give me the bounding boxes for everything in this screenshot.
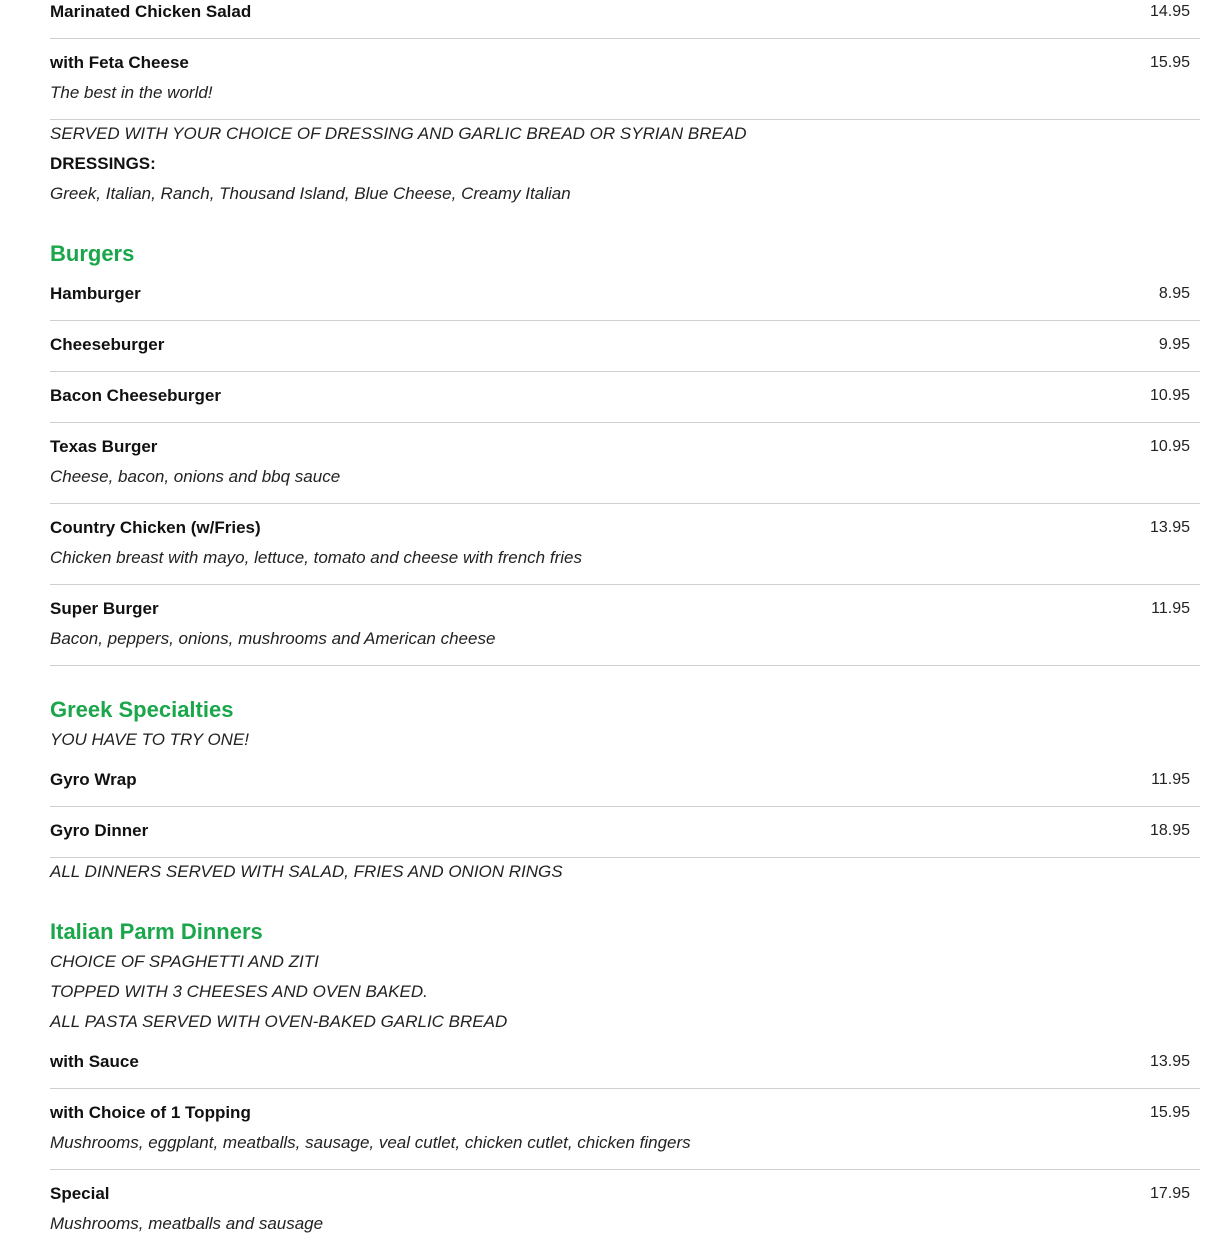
menu-item-price: 10.95 — [1149, 438, 1190, 455]
divider — [50, 806, 1200, 807]
divider — [50, 857, 1200, 858]
section-note: ALL PASTA SERVED WITH OVEN-BAKED GARLIC BREAD — [50, 1012, 508, 1031]
section-heading-greek: Greek Specialties — [50, 697, 234, 722]
menu-item-name: Gyro Wrap — [50, 770, 137, 789]
divider — [50, 1088, 1200, 1089]
menu-item-name: with Feta Cheese — [50, 53, 189, 72]
divider — [50, 1169, 1200, 1170]
menu-item-name: Special — [50, 1184, 110, 1203]
menu-item-description: Mushrooms, meatballs and sausage — [50, 1214, 324, 1233]
menu-item-price: 13.95 — [1149, 519, 1190, 536]
menu-item-name: Hamburger — [50, 284, 141, 303]
menu-item-name: Texas Burger — [50, 437, 158, 456]
menu-item-price: 11.95 — [1151, 600, 1190, 617]
section-heading-italian: Italian Parm Dinners — [50, 919, 263, 944]
menu-item-name: with Sauce — [50, 1052, 139, 1071]
dressings-list: Greek, Italian, Ranch, Thousand Island, Blue Cheese, Creamy Italian — [50, 184, 571, 203]
menu-item-name: Bacon Cheeseburger — [50, 386, 221, 405]
menu-item-price: 8.95 — [1158, 285, 1190, 302]
divider — [50, 320, 1200, 321]
divider — [50, 584, 1200, 585]
menu-item-name: Super Burger — [50, 599, 159, 618]
greek-note: ALL DINNERS SERVED WITH SALAD, FRIES AND ONION RINGS — [50, 862, 563, 881]
menu-item-price: 13.95 — [1149, 1053, 1190, 1070]
dressings-label: DRESSINGS: — [50, 154, 156, 173]
menu-item-name: Gyro Dinner — [50, 821, 149, 840]
menu-item-price: 15.95 — [1149, 1104, 1190, 1121]
menu-item-name: with Choice of 1 Topping — [50, 1103, 251, 1122]
divider — [50, 38, 1200, 39]
menu-item-name: Country Chicken (w/Fries) — [50, 518, 261, 537]
menu-item-price: 17.95 — [1149, 1185, 1190, 1202]
divider — [50, 371, 1200, 372]
divider — [50, 665, 1200, 666]
section-note: TOPPED WITH 3 CHEESES AND OVEN BAKED. — [50, 982, 428, 1001]
section-subtitle: YOU HAVE TO TRY ONE! — [50, 730, 250, 749]
menu-item-price: 10.95 — [1149, 387, 1190, 404]
menu-item-price: 14.95 — [1149, 3, 1190, 20]
salads-note: SERVED WITH YOUR CHOICE OF DRESSING AND GARLIC BREAD OR SYRIAN BREAD — [50, 124, 747, 143]
section-note: CHOICE OF SPAGHETTI AND ZITI — [50, 952, 319, 971]
divider — [50, 119, 1200, 120]
menu-item-description: Chicken breast with mayo, lettuce, tomato and cheese with french fries — [50, 548, 582, 567]
menu-item-price: 9.95 — [1158, 336, 1190, 353]
divider — [50, 503, 1200, 504]
menu-item-description: Cheese, bacon, onions and bbq sauce — [50, 467, 341, 486]
menu-item-name: Cheeseburger — [50, 335, 165, 354]
menu-item-price: 15.95 — [1149, 54, 1190, 71]
menu-item-name: Marinated Chicken Salad — [50, 2, 252, 21]
menu-item-description: The best in the world! — [50, 83, 213, 102]
divider — [50, 422, 1200, 423]
menu-item-description: Mushrooms, eggplant, meatballs, sausage, veal cutlet, chicken cutlet, chicken fingers — [50, 1133, 691, 1152]
menu-item-price: 11.95 — [1151, 771, 1190, 788]
menu-item-price: 18.95 — [1149, 822, 1190, 839]
menu-item-description: Bacon, peppers, onions, mushrooms and American cheese — [50, 629, 496, 648]
section-heading-burgers: Burgers — [50, 241, 135, 266]
